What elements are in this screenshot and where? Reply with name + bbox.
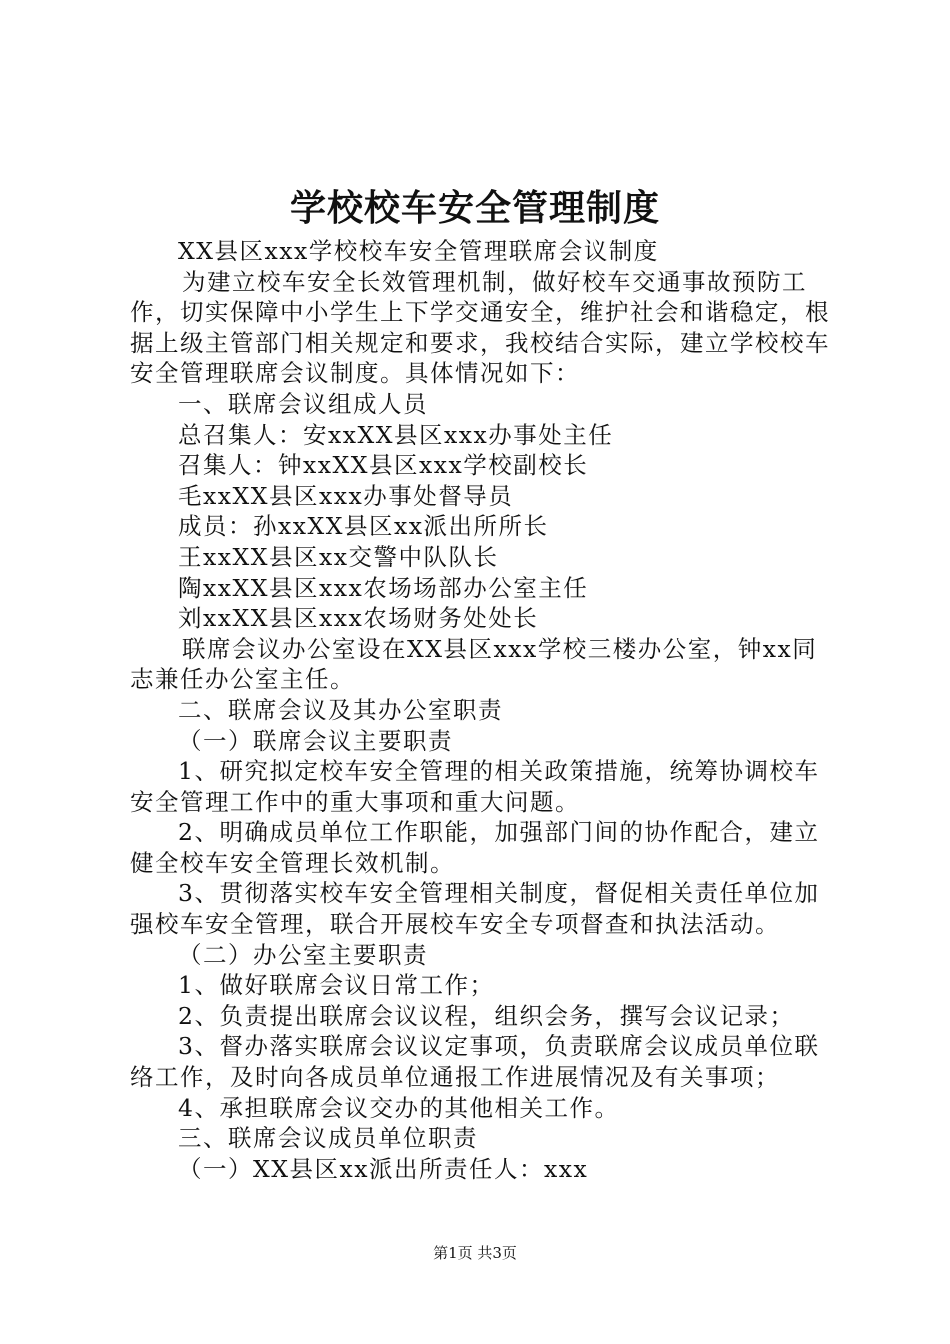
document-title: 学校校车安全管理制度	[289, 187, 660, 229]
section-heading-1: 一、联席会议组成人员	[178, 389, 428, 418]
office-paragraph: 联席会议办公室设在XX县区xxx学校三楼办公室，钟xx同志兼任办公室主任。	[130, 634, 818, 694]
member-line: 毛xxXX县区xxx办事处督导员	[178, 481, 514, 510]
duty-item: 2、明确成员单位工作职能，加强部门间的协作配合，建立健全校车安全管理长效机制。	[130, 818, 820, 877]
subsection-heading: （一）XX县区xx派出所责任人：xxx	[178, 1154, 589, 1183]
duty-item: 3、督办落实联席会议议定事项，负责联席会议成员单位联络工作，及时向各成员单位通报工作进展情况及有关事项；	[130, 1032, 820, 1092]
member-line: 总召集人：安xxXX县区xxx办事处主任	[178, 420, 614, 449]
member-line: 陶xxXX县区xxx农场场部办公室主任	[178, 573, 589, 602]
duty-item: 1、做好联席会议日常工作；	[178, 971, 495, 1000]
document-body	[130, 236, 830, 1184]
duty-item: 1、研究拟定校车安全管理的相关政策措施，统筹协调校车安全管理工作中的重大事项和重大问题。	[130, 757, 820, 816]
intro-paragraph: 为建立校车安全长效管理机制，做好校车交通事故预防工作，切实保障中小学生上下学交通安全，维护社会和谐稳定，根据上级主管部门相关规定和要求，我校结合实际，建立学校校车安全管理联席会议制度。具体情况如下：	[130, 267, 830, 388]
page-number-footer: 第1页 共3页	[433, 1244, 517, 1262]
duty-item: 4、承担联席会议交办的其他相关工作。	[178, 1093, 620, 1122]
member-line: 召集人：钟xxXX县区xxx学校副校长	[178, 451, 589, 480]
subsection-heading: （一）联席会议主要职责	[178, 726, 453, 755]
duty-item: 3、贯彻落实校车安全管理相关制度，督促相关责任单位加强校车安全管理，联合开展校车安全专项督查和执法活动。	[130, 879, 820, 939]
member-line: 刘xxXX县区xxx农场财务处处长	[178, 604, 539, 633]
subtitle-paragraph: XX县区xxx学校校车安全管理联席会议制度	[178, 237, 659, 265]
subsection-heading: （二）办公室主要职责	[178, 940, 428, 969]
section-heading-2: 二、联席会议及其办公室职责	[178, 695, 503, 724]
duty-item: 2、负责提出联席会议议程，组织会务，撰写会议记录；	[178, 1001, 795, 1030]
member-line: 成员：孙xxXX县区xx派出所所长	[178, 512, 549, 541]
member-line: 王xxXX县区xx交警中队队长	[178, 542, 499, 571]
section-heading-3: 三、联席会议成员单位职责	[178, 1124, 478, 1153]
